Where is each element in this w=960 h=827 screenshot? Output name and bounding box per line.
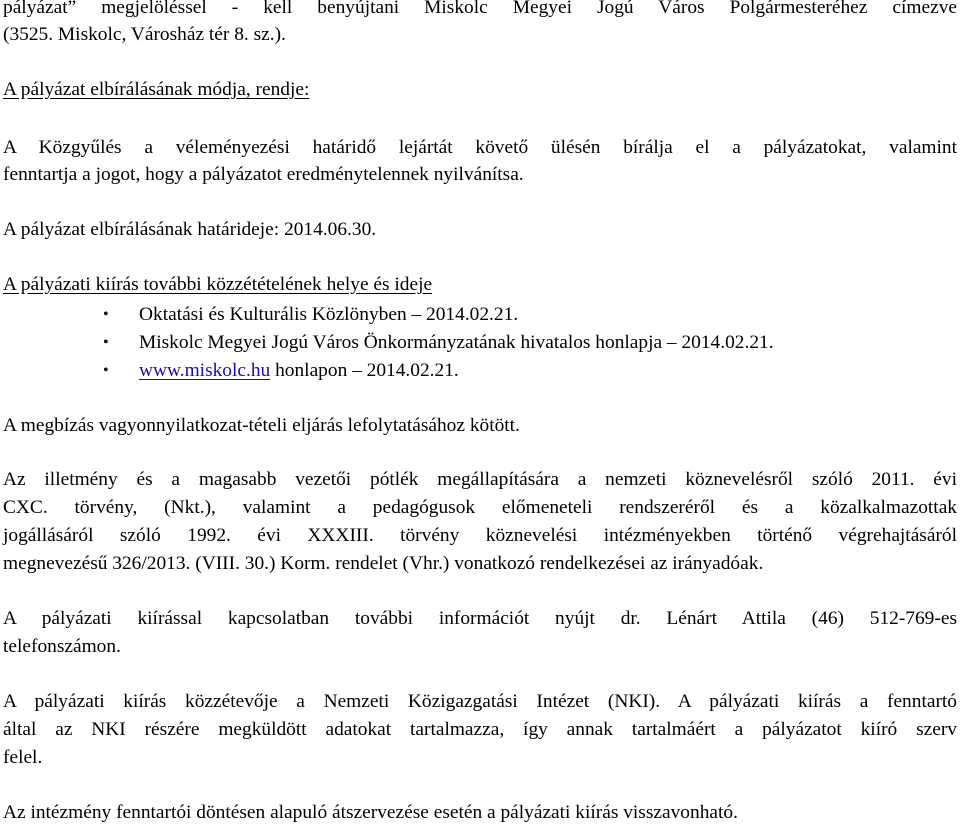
publication-heading: A pályázati kiírás további közzétételének helye és ideje — [3, 274, 433, 295]
bullet-icon: • — [103, 306, 109, 323]
intro-line-2: (3525. Miskolc, Városház tér 8. sz.). — [3, 24, 286, 45]
publication-item-text: Miskolc Megyei Jogú Város Önkormányzatának hivatalos honlapja – 2014.02.21. — [139, 332, 774, 353]
deadline-text: A pályázat elbírálásának határideje: 2014.06.30. — [3, 219, 377, 240]
publisher-line-2: által az NKI részére megküldött adatokat tartalmazza, így annak tartalmáért a pályázatot kiíró szerv — [3, 719, 957, 740]
publication-item-text: honlapon – 2014.02.21. — [270, 360, 459, 381]
contact-line-2: telefonszámon. — [3, 636, 121, 657]
miskolc-website-link[interactable]: www.miskolc.hu — [139, 360, 271, 381]
evaluation-line-2: fenntartja a jogot, hogy a pályázatot eredménytelennek nyilvánítsa. — [3, 164, 524, 185]
evaluation-heading: A pályázat elbírálásának módja, rendje: — [3, 79, 310, 100]
publisher-line-1: A pályázati kiírás közzétevője a Nemzeti Közigazgatási Intézet (NKI). A pályázati kiírás a fenntartó — [3, 691, 957, 712]
intro-line-1: pályázat” megjelöléssel - kell benyújtani Miskolc Megyei Jogú Város Polgármesteréhez címezve — [3, 0, 957, 18]
publication-item-content — [139, 357, 459, 384]
salary-line-1: Az illetmény és a magasabb vezetői pótlék megállapítására a nemzeti köznevelésről szóló 2011. évi — [3, 469, 957, 490]
withdrawal-text: Az intézmény fenntartói döntésen alapuló átszervezése esetén a pályázati kiírás visszavonható. — [3, 802, 738, 823]
publication-item-text: Oktatási és Kulturális Közlönyben – 2014.02.21. — [139, 304, 519, 325]
salary-line-3: jogállásáról szóló 1992. évi XXXIII. törvény köznevelési intézményekben történő végrehajtásáról — [3, 525, 957, 546]
salary-line-2: CXC. törvény, (Nkt.), valamint a pedagógusok előmeneteli rendszeréről és a közalkalmazottak — [3, 497, 957, 518]
evaluation-line-1: A Közgyűlés a véleményezési határidő lejártát követő ülésén bírálja el a pályázatokat, valamint — [3, 137, 957, 158]
bullet-icon: • — [103, 362, 109, 379]
salary-line-4: megnevezésű 326/2013. (VIII. 30.) Korm. rendelet (Vhr.) vonatkozó rendelkezései az irányadóak. — [3, 553, 764, 574]
publisher-line-3: felel. — [3, 747, 43, 768]
contact-line-1: A pályázati kiírással kapcsolatban további információt nyújt dr. Lénárt Attila (46) 512-769-es — [3, 608, 957, 629]
bullet-icon: • — [103, 334, 109, 351]
commission-text: A megbízás vagyonnyilatkozat-tételi eljárás lefolytatásához kötött. — [3, 415, 520, 436]
